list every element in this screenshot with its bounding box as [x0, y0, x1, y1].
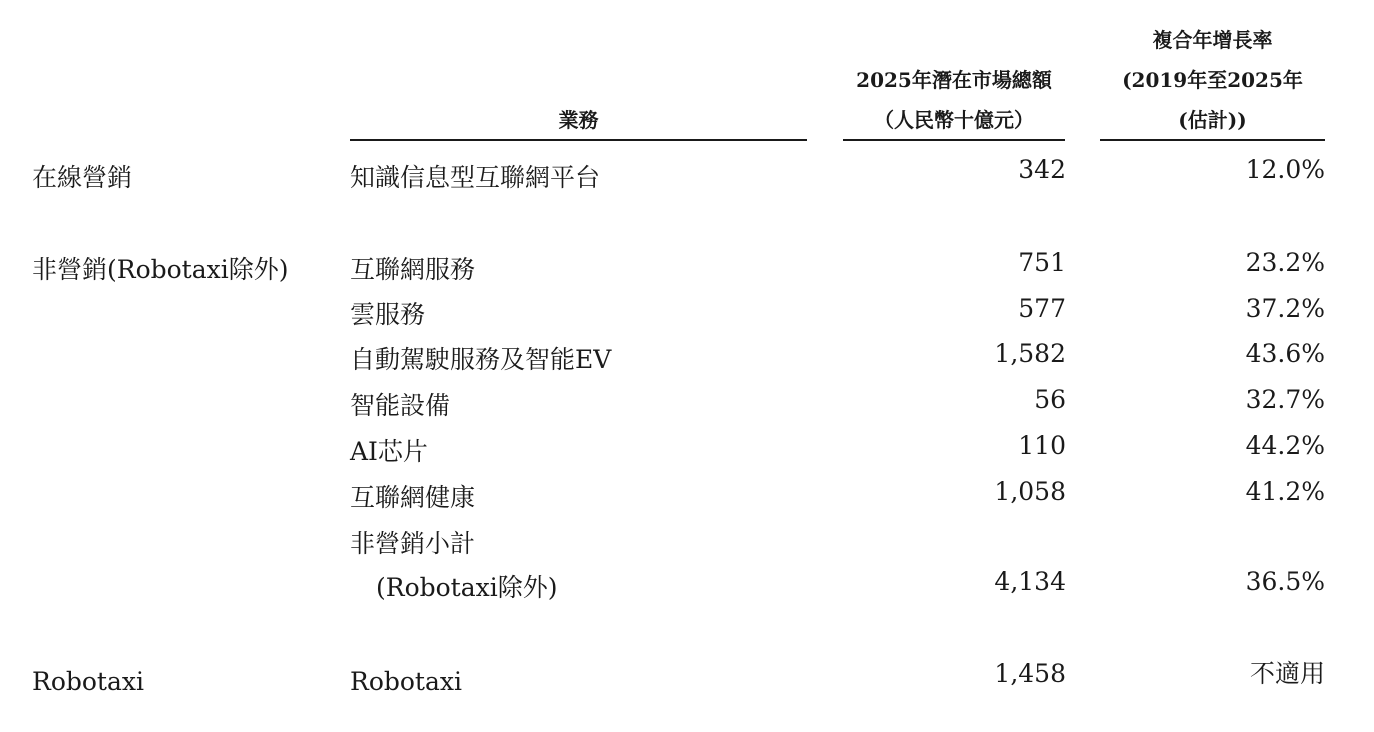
row-business: 互聯網健康: [350, 483, 476, 512]
header-rule-tam: [843, 139, 1065, 141]
section-label-non-marketing: 非營銷(Robotaxi除外): [32, 255, 289, 284]
row-business: Robotaxi: [350, 667, 462, 696]
row-tam: 110: [1018, 431, 1066, 460]
section-label-robotaxi: Robotaxi: [32, 667, 144, 696]
row-cagr: 44.2%: [1245, 431, 1325, 460]
row-cagr: 不適用: [1249, 659, 1325, 688]
row-cagr: 41.2%: [1245, 477, 1325, 506]
row-cagr: 36.5%: [1245, 567, 1325, 596]
row-business: 知識信息型互聯網平台: [350, 163, 601, 192]
section-label-online-marketing: 在線營銷: [32, 163, 133, 192]
row-tam: 1,582: [994, 339, 1066, 368]
row-tam: 1,058: [994, 477, 1066, 506]
row-tam: 56: [1034, 385, 1066, 414]
row-business-continued: (Robotaxi除外): [376, 573, 558, 602]
column-header-cagr-line3: (估計)): [1178, 108, 1247, 132]
column-header-cagr-line1: 複合年增長率: [1152, 28, 1273, 52]
row-tam: 1,458: [994, 659, 1066, 688]
row-tam: 751: [1018, 248, 1066, 277]
row-cagr: 23.2%: [1245, 248, 1325, 277]
row-tam: 342: [1018, 155, 1066, 184]
row-tam: 4,134: [994, 567, 1066, 596]
row-cagr: 37.2%: [1245, 294, 1325, 323]
row-business: 智能設備: [350, 391, 451, 420]
column-header-business: 業務: [558, 108, 599, 132]
column-header-tam-line1: 2025年潛在市場總額: [856, 68, 1052, 92]
row-business: 自動駕駛服務及智能EV: [350, 345, 612, 374]
row-cagr: 12.0%: [1245, 155, 1325, 184]
row-cagr: 43.6%: [1245, 339, 1325, 368]
row-business: 互聯網服務: [350, 255, 476, 284]
column-header-tam-line2: （人民幣十億元）: [874, 108, 1034, 132]
row-tam: 577: [1018, 294, 1066, 323]
row-business: 非營銷小計: [350, 529, 476, 558]
row-business: AI芯片: [350, 437, 428, 466]
header-rule-business: [350, 139, 807, 141]
row-cagr: 32.7%: [1245, 385, 1325, 414]
column-header-cagr-line2: (2019年至2025年: [1122, 68, 1303, 92]
row-business: 雲服務: [350, 300, 426, 329]
header-rule-cagr: [1100, 139, 1325, 141]
